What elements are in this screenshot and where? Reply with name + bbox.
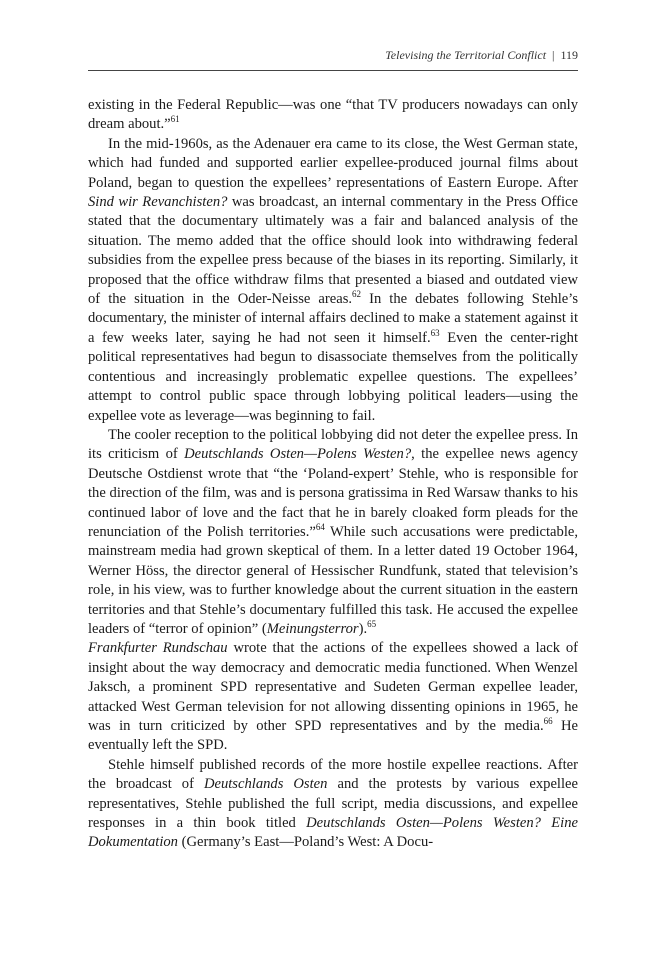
text-run: was broadcast, an internal commentary in the Press Office stated that the documentary ultimately was a fair and balanced analysis of the situation. The memo added that the office should look into withdrawing federal subsidies from the expellee press because of the biases in its reporting. Similarly, it proposed that the office withdraw films that presented a biased and outdated view of the situation in the Oder-Neisse areas. bbox=[88, 194, 578, 308]
footnote-ref-63: 63 bbox=[430, 328, 440, 339]
text-run: existing in the Federal Republic—was one “that TV producers nowadays can only dream about.” bbox=[88, 97, 578, 133]
page-number: 119 bbox=[560, 48, 578, 62]
text-run: , the expellee news agency Deutsche Ostdienst wrote that “the ‘Poland-expert’ Stehle, who is responsible for the direction of the film, was and is persona gratissima in Red Warsaw thanks to his continued labor of love and the fact that he in barely cloaked form pleads for the renunciation of the Polish territories.” bbox=[88, 446, 578, 540]
footnote-ref-64: 64 bbox=[315, 522, 325, 533]
running-title: Televising the Territorial Conflict bbox=[385, 48, 547, 62]
body-text bbox=[88, 96, 578, 853]
footnote-ref-66: 66 bbox=[543, 716, 553, 727]
title-dokumentation: Deutschlands Osten—Polens Westen? Eine Dokumentation bbox=[88, 815, 578, 851]
title-deutschlands-osten: Deutschlands Osten bbox=[203, 776, 328, 793]
term-meinungsterror: Meinungsterror bbox=[266, 620, 359, 637]
paragraph-3 bbox=[88, 426, 578, 756]
title-frankfurter-rundschau: Frankfurter Rundschau bbox=[88, 640, 228, 657]
text-run: While such accusations were predictable, mainstream media had grown skeptical of them. In a letter dated 19 October 1964, Werner Höss, the director general of Hessischer Rundfunk, stated that television’s role, in his view, was to further knowledge about the current situation in the eastern territories and that Stehle’s documentary fulfilled this task. He accused the expellee leaders of “terror of opinion” ( bbox=[88, 523, 578, 637]
title-deutschlands-osten-polens-westen: Deutschlands Osten—Polens Westen? bbox=[184, 446, 412, 463]
running-head-separator: | bbox=[552, 48, 555, 62]
running-head bbox=[88, 48, 578, 63]
footnote-ref-61: 61 bbox=[170, 114, 180, 125]
text-run: The cooler reception to the political lobbying did not deter the expellee press. In its criticism of bbox=[88, 426, 578, 463]
text-run: and the protests by various expellee representatives, Stehle published the full script, media discussions, and expellee responses in a thin book titled bbox=[88, 776, 578, 832]
text-run: (Germany’s East—Poland’s West: A Docu- bbox=[177, 834, 434, 851]
paragraph-2 bbox=[88, 135, 578, 426]
paragraph-4 bbox=[88, 756, 578, 853]
text-run: wrote that the actions of the expellees showed a lack of insight about the way democracy and democratic media functioned. When Wenzel Jaksch, a prominent SPD representative and Sudeten German expellee leader, attacked West German television for not allowing dissenting opinions in 1965, he was in turn criticized by other SPD representatives and by the media. bbox=[88, 640, 578, 734]
footnote-ref-65: 65 bbox=[367, 619, 377, 630]
text-run: Stehle himself published records of the more hostile expellee reactions. After the broadcast of bbox=[88, 756, 578, 793]
text-run: Even the center-right political representatives had begun to disassociate themselves from the politically contentious and increasingly problematic expellee questions. The expellees’ attempt to control public space through lobbying political leaders—using the expellee vote as leverage—was beginning to fail. bbox=[88, 329, 578, 424]
title-sind-wir-revanchisten: Sind wir Revanchisten? bbox=[88, 194, 228, 211]
paragraph-1 bbox=[88, 96, 578, 135]
text-run: He eventually left the SPD. bbox=[88, 718, 578, 754]
header-rule bbox=[88, 70, 578, 71]
text-run: In the mid-1960s, as the Adenauer era came to its close, the West German state, which had funded and supported earlier expellee-produced journal films about Poland, began to question the expellees’ representations of Eastern Europe. After bbox=[88, 135, 578, 191]
footnote-ref-62: 62 bbox=[352, 289, 362, 300]
text-run: ). bbox=[358, 620, 368, 637]
text-run: In the debates following Stehle’s documentary, the minister of internal affairs declined to make a statement against it a few weeks later, saying he had not seen it himself. bbox=[88, 291, 579, 346]
